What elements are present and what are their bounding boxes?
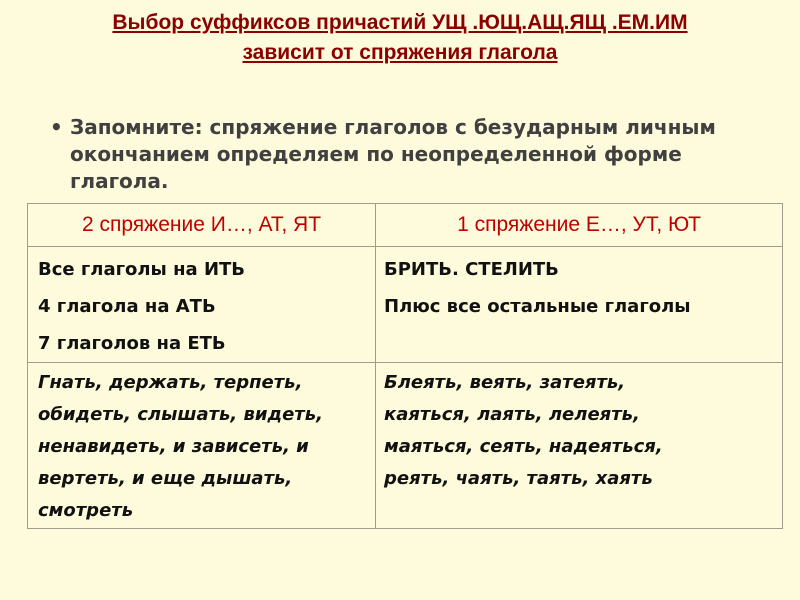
exception-line: смотреть [38, 500, 134, 521]
rule-line: Все глаголы на ИТЬ [38, 259, 246, 280]
exceptions-second-conjugation-cell [28, 363, 376, 529]
bullet-marker: • [50, 115, 63, 139]
note-line-3: глагола. [70, 169, 169, 193]
rules-second-conjugation-cell [28, 247, 376, 363]
header-second-conjugation: 2 спряжение И…, АТ, ЯТ [28, 204, 376, 247]
exception-line: Блеять, веять, затеять, [384, 372, 626, 393]
rule-line: БРИТЬ. СТЕЛИТЬ [384, 259, 559, 280]
exception-line: Гнать, держать, терпеть, [38, 372, 303, 393]
rule-line: 7 глаголов на ЕТЬ [38, 333, 226, 354]
note-line-2: окончанием определяем по неопределенной форме [70, 142, 682, 166]
table-row [28, 363, 783, 529]
title-line-1: Выбор суффиксов причастий УЩ .ЮЩ.АЩ.ЯЩ .ЕМ.ИМ [112, 11, 688, 34]
rule-line: Плюс все остальные глаголы [384, 296, 691, 317]
rules-first-conjugation-cell [376, 247, 783, 363]
exception-line: каяться, лаять, лелеять, [384, 404, 640, 425]
title-line-2: зависит от спряжения глагола [242, 41, 558, 64]
exception-line: реять, чаять, таять, хаять [384, 468, 653, 489]
rule-line: 4 глагола на АТЬ [38, 296, 216, 317]
exception-line: ненавидеть, и зависеть, и [38, 436, 309, 457]
exception-line: вертеть, и еще дышать, [38, 468, 293, 489]
conjugation-table [27, 203, 783, 529]
note-line-1: Запомните: спряжение глаголов с безударным личным [70, 115, 716, 139]
slide-title [40, 8, 760, 68]
rule-note [50, 114, 770, 195]
table-row [28, 247, 783, 363]
exception-line: обидеть, слышать, видеть, [38, 404, 323, 425]
exception-line: маяться, сеять, надеяться, [384, 436, 663, 457]
header-first-conjugation: 1 спряжение Е…, УТ, ЮТ [376, 204, 783, 247]
exceptions-first-conjugation-cell [376, 363, 783, 529]
table-header-row [28, 204, 783, 247]
